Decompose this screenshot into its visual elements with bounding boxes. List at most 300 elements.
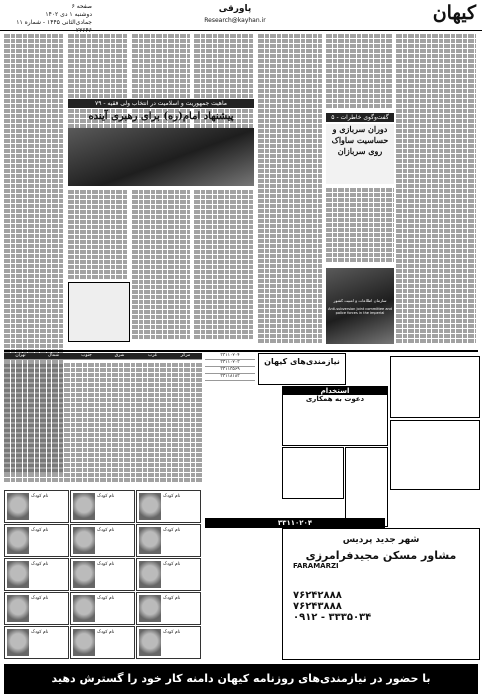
text-line [326, 39, 392, 43]
baby-grid [4, 490, 202, 660]
text-line [326, 59, 392, 63]
text-line [132, 200, 190, 204]
text-line [68, 49, 128, 53]
text-line [4, 254, 64, 258]
text-line [326, 193, 394, 197]
text-line [194, 250, 254, 254]
text-line [396, 49, 476, 53]
section-divider [4, 350, 478, 352]
text-line [68, 270, 128, 274]
realestate-title: شهر جدید پردیس [342, 535, 420, 545]
text-line [258, 339, 322, 343]
text-line [258, 159, 322, 163]
baby-photo [73, 629, 95, 656]
cities-row [4, 353, 202, 360]
text-line [258, 214, 322, 218]
text-line [396, 44, 476, 48]
text-line [326, 218, 394, 222]
text-line [258, 89, 322, 93]
text-line [258, 164, 322, 168]
phone-row [205, 353, 255, 360]
text-line [4, 368, 202, 372]
text-line [68, 245, 128, 249]
text-line [258, 119, 322, 123]
text-line [194, 325, 254, 329]
issue-line: ۱۱ جمادی‌الثانی ۱۴۴۵ - شماره ۲۳۶۴۶ [16, 19, 92, 34]
text-line [68, 195, 128, 199]
baby-photo [73, 561, 95, 588]
text-line [132, 84, 190, 88]
text-line [68, 260, 128, 264]
text-line [194, 285, 254, 289]
realestate-ad [282, 528, 480, 660]
baby-name-label: نام کودک [163, 528, 181, 533]
text-line [258, 84, 322, 88]
text-line [4, 438, 202, 442]
text-line [4, 174, 64, 178]
text-line [68, 64, 128, 68]
text-line [396, 244, 476, 248]
sign-photo [326, 268, 394, 344]
text-line [258, 239, 322, 243]
text-line [194, 94, 254, 98]
text-line [132, 320, 190, 324]
baby-card [136, 490, 201, 523]
text-line [258, 149, 322, 153]
text-line [4, 169, 64, 173]
baby-name-label: نام کودک [97, 562, 115, 567]
baby-card [4, 558, 69, 591]
text-line [4, 324, 64, 328]
text-line [4, 294, 64, 298]
text-line [396, 134, 476, 138]
text-line [396, 294, 476, 298]
text-line [326, 89, 392, 93]
text-line [4, 329, 64, 333]
text-line [132, 330, 190, 334]
text-line [326, 94, 392, 98]
text-line [4, 398, 202, 402]
text-line [4, 114, 64, 118]
text-line [396, 84, 476, 88]
text-line [132, 89, 190, 93]
text-line [396, 304, 476, 308]
text-line [132, 34, 190, 38]
text-line [4, 269, 64, 273]
text-line [396, 89, 476, 93]
text-line [132, 39, 190, 43]
text-line [132, 275, 190, 279]
text-line [258, 334, 322, 338]
text-line [258, 64, 322, 68]
text-line [4, 119, 64, 123]
text-line [4, 418, 202, 422]
text-line [4, 244, 64, 248]
text-line [4, 458, 202, 462]
text-line [258, 274, 322, 278]
text-line [4, 279, 64, 283]
text-line [132, 335, 190, 339]
text-line [258, 184, 322, 188]
text-line [326, 223, 394, 227]
phone-number: ۳۳۱۱۰۲۰۳ [220, 360, 240, 365]
text-line [132, 315, 190, 319]
text-line [132, 300, 190, 304]
text-line [4, 209, 64, 213]
text-line [4, 69, 64, 73]
article-kicker: گفت‌وگوی خاطرات - ۵ [326, 113, 394, 122]
ad-box [345, 447, 388, 527]
text-line [396, 114, 476, 118]
text-line [68, 44, 128, 48]
text-line [396, 204, 476, 208]
city-label: شرق [114, 353, 125, 358]
text-line [258, 224, 322, 228]
text-line [194, 240, 254, 244]
text-line [132, 210, 190, 214]
city-label: مرکز [180, 353, 191, 358]
text-line [194, 225, 254, 229]
text-line [4, 413, 202, 417]
text-line [396, 234, 476, 238]
text-line [68, 89, 128, 93]
text-line [194, 260, 254, 264]
text-line [194, 190, 254, 194]
text-line [4, 34, 64, 38]
sign-text-en: Anti-subversion joint committee and police forces in the imperial [328, 307, 392, 315]
text-line [326, 104, 392, 108]
text-line [4, 84, 64, 88]
text-line [396, 319, 476, 323]
text-line [4, 428, 202, 432]
text-line [258, 229, 322, 233]
text-line [258, 259, 322, 263]
baby-card [136, 524, 201, 557]
text-line [4, 164, 64, 168]
text-line [396, 59, 476, 63]
baby-photo [7, 595, 29, 622]
text-line [4, 393, 202, 397]
text-line [4, 264, 64, 268]
text-line [258, 249, 322, 253]
text-line [4, 259, 64, 263]
ad-box [282, 447, 344, 499]
baby-photo [139, 527, 161, 554]
baby-card [4, 626, 69, 659]
text-line [132, 79, 190, 83]
text-line [258, 39, 322, 43]
text-line [132, 310, 190, 314]
text-line [4, 149, 64, 153]
text-line [194, 295, 254, 299]
sign-text-fa: سازمان اطلاعات و امنیت کشور [333, 298, 387, 303]
text-line [396, 214, 476, 218]
text-line [4, 59, 64, 63]
text-line [396, 79, 476, 83]
text-line [396, 34, 476, 38]
text-line [258, 54, 322, 58]
text-line [194, 255, 254, 259]
ad-box [390, 420, 480, 490]
text-line [132, 255, 190, 259]
text-line [194, 265, 254, 269]
text-line [4, 299, 64, 303]
text-line [194, 235, 254, 239]
article-kicker: ماهیت جمهوریت و اسلامیت در انتخاب ولی فقیه - ۷۹ [68, 99, 254, 108]
text-line [396, 219, 476, 223]
text-line [396, 279, 476, 283]
text-line [326, 44, 392, 48]
text-line [4, 144, 64, 148]
text-line [396, 169, 476, 173]
baby-name-label: نام کودک [163, 630, 181, 635]
text-line [4, 159, 64, 163]
text-line [132, 325, 190, 329]
text-line [194, 245, 254, 249]
text-line [4, 204, 64, 208]
footer-banner: با حضور در نیازمندی‌های روزنامه کیهان دامنه کار خود را گسترش دهید [4, 664, 478, 694]
text-line [396, 309, 476, 313]
text-line [258, 79, 322, 83]
text-line [194, 205, 254, 209]
text-line [194, 320, 254, 324]
section-name: پاورقی [218, 4, 252, 14]
text-line [194, 49, 254, 53]
text-line [132, 285, 190, 289]
text-line [4, 134, 64, 138]
baby-card [4, 592, 69, 625]
text-line [396, 284, 476, 288]
text-line [194, 270, 254, 274]
text-line [4, 199, 64, 203]
text-line [68, 200, 128, 204]
text-line [4, 189, 64, 193]
text-line [4, 334, 64, 338]
text-column [396, 34, 476, 344]
text-line [258, 264, 322, 268]
text-line [4, 79, 64, 83]
text-line [258, 329, 322, 333]
realestate-name: مشاور مسکن مجیدفرامرزی [305, 549, 457, 562]
text-line [396, 159, 476, 163]
text-line [396, 94, 476, 98]
employment-ad [282, 386, 388, 446]
phone-row [205, 367, 255, 374]
text-line [258, 314, 322, 318]
text-line [132, 245, 190, 249]
phone-row [205, 374, 255, 381]
baby-photo [7, 561, 29, 588]
text-line [132, 230, 190, 234]
text-line [194, 195, 254, 199]
text-line [4, 94, 64, 98]
text-line [396, 329, 476, 333]
text-line [258, 49, 322, 53]
text-line [396, 99, 476, 103]
text-line [4, 214, 64, 218]
baby-photo [139, 561, 161, 588]
text-line [68, 94, 128, 98]
baby-name-label: نام کودک [31, 562, 49, 567]
text-line [132, 305, 190, 309]
text-line [258, 254, 322, 258]
text-line [132, 220, 190, 224]
text-line [396, 64, 476, 68]
text-line [194, 84, 254, 88]
text-line [132, 94, 190, 98]
text-line [396, 179, 476, 183]
text-line [4, 433, 202, 437]
baby-card [70, 490, 135, 523]
text-line [132, 295, 190, 299]
text-line [326, 188, 394, 192]
text-line [258, 129, 322, 133]
text-line [68, 250, 128, 254]
text-line [68, 235, 128, 239]
baby-card [70, 524, 135, 557]
text-line [4, 304, 64, 308]
city-label: تهران [15, 353, 26, 358]
date-line: دوشنبه ۱ دی ۱۴۰۲ [45, 11, 92, 18]
text-line [132, 69, 190, 73]
text-line [326, 34, 392, 38]
text-line [132, 74, 190, 78]
text-column [258, 34, 322, 344]
text-line [4, 274, 64, 278]
text-line [194, 79, 254, 83]
text-line [68, 225, 128, 229]
ads-text [4, 363, 202, 483]
text-line [258, 59, 322, 63]
baby-name-label: نام کودک [97, 630, 115, 635]
text-line [4, 194, 64, 198]
text-line [194, 305, 254, 309]
text-line [4, 39, 64, 43]
text-line [194, 74, 254, 78]
text-line [132, 260, 190, 264]
text-line [396, 259, 476, 263]
text-line [194, 315, 254, 319]
text-line [396, 69, 476, 73]
text-line [68, 210, 128, 214]
text-line [132, 54, 190, 58]
text-line [258, 114, 322, 118]
text-line [396, 229, 476, 233]
section-email: Research@kayhan.ir [204, 17, 266, 24]
baby-name-label: نام کودک [31, 630, 49, 635]
text-line [396, 249, 476, 253]
text-line [132, 190, 190, 194]
text-line [4, 443, 202, 447]
baby-card [136, 626, 201, 659]
text-column [132, 190, 190, 340]
text-line [194, 335, 254, 339]
text-line [258, 104, 322, 108]
text-line [396, 334, 476, 338]
text-line [396, 274, 476, 278]
text-line [132, 49, 190, 53]
text-line [4, 339, 64, 343]
baby-photo [73, 527, 95, 554]
text-line [4, 249, 64, 253]
text-line [68, 205, 128, 209]
text-line [396, 154, 476, 158]
text-line [68, 265, 128, 269]
text-line [258, 139, 322, 143]
text-line [194, 34, 254, 38]
text-line [4, 448, 202, 452]
text-line [396, 74, 476, 78]
text-line [68, 255, 128, 259]
employment-title: استخدام [283, 387, 387, 395]
text-line [194, 39, 254, 43]
realestate-phone: ۷۶۲۴۲۸۸۸ [293, 590, 342, 601]
text-line [4, 224, 64, 228]
text-line [132, 44, 190, 48]
text-line [258, 74, 322, 78]
baby-card [70, 558, 135, 591]
realestate-mobile: ۰۹۱۲ - ۳۳۳۵۰۳۴ [293, 612, 372, 623]
baby-name-label: نام کودک [31, 528, 49, 533]
text-line [258, 189, 322, 193]
text-line [132, 250, 190, 254]
text-line [258, 294, 322, 298]
text-column [68, 190, 128, 280]
text-line [4, 229, 64, 233]
text-line [258, 44, 322, 48]
leaders-photo [68, 128, 254, 186]
text-line [258, 219, 322, 223]
text-line [258, 99, 322, 103]
baby-card [4, 524, 69, 557]
date-block [4, 3, 92, 35]
text-line [396, 174, 476, 178]
text-line [258, 194, 322, 198]
ads-phone-banner: ۳۳۱۱۰۲۰۴ [205, 518, 385, 528]
text-line [132, 290, 190, 294]
text-line [194, 69, 254, 73]
text-line [4, 408, 202, 412]
kayhan-logo: کیهان [432, 2, 476, 24]
text-line [194, 200, 254, 204]
text-line [326, 54, 392, 58]
baby-name-label: نام کودک [163, 596, 181, 601]
text-line [326, 208, 394, 212]
text-line [258, 209, 322, 213]
baby-name-label: نام کودک [163, 562, 181, 567]
text-line [132, 280, 190, 284]
text-line [258, 309, 322, 313]
text-line [396, 224, 476, 228]
text-line [4, 314, 64, 318]
text-line [258, 144, 322, 148]
text-line [194, 310, 254, 314]
text-line [194, 89, 254, 93]
text-line [326, 198, 394, 202]
text-line [4, 89, 64, 93]
text-line [68, 69, 128, 73]
text-line [194, 290, 254, 294]
text-line [4, 453, 202, 457]
text-line [396, 39, 476, 43]
text-line [4, 468, 202, 472]
baby-card [136, 558, 201, 591]
text-line [326, 64, 392, 68]
page-number: صفحه ۶ [71, 3, 92, 10]
text-line [68, 79, 128, 83]
baby-card [4, 490, 69, 523]
section-title [180, 4, 290, 26]
